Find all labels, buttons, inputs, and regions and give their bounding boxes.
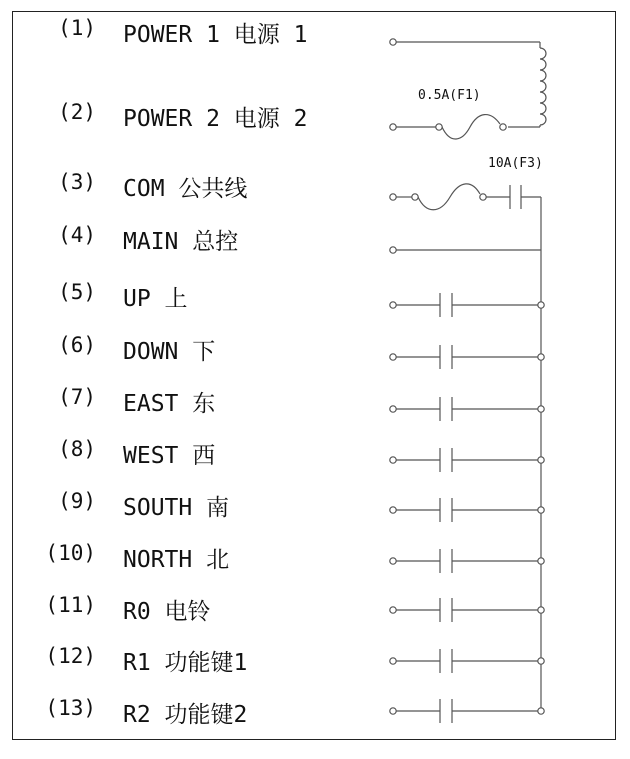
fuse-f1-label: 0.5A(F1) — [418, 88, 481, 103]
switch-contact-row — [390, 498, 544, 522]
switch-contact-row — [390, 448, 544, 472]
terminal-dot — [390, 302, 396, 308]
power2-wire — [390, 124, 442, 130]
terminal-label: POWER 2 电源 2 — [123, 106, 308, 132]
switch-contact-row — [390, 345, 544, 369]
bus-junction-dot — [538, 708, 544, 714]
terminal-dot — [390, 457, 396, 463]
switch-contact-row — [390, 397, 544, 421]
terminal-number: (11) — [45, 593, 96, 617]
terminal-dot — [390, 558, 396, 564]
terminal-number: (5) — [58, 280, 96, 304]
bus-junction-dot — [538, 658, 544, 664]
terminal-number: (4) — [58, 223, 96, 247]
terminal-label: R0 电铃 — [123, 599, 211, 625]
bus-junction-dot — [538, 558, 544, 564]
bus-junction-dot — [538, 457, 544, 463]
bus-junction-dot — [538, 302, 544, 308]
switch-contact-row — [390, 699, 544, 723]
terminal-dot — [390, 607, 396, 613]
terminal-number: (8) — [58, 437, 96, 461]
terminal-label: NORTH 北 — [123, 547, 230, 573]
terminal-number: (2) — [58, 100, 96, 124]
terminal-label: DOWN 下 — [123, 339, 216, 365]
terminal-label: EAST 东 — [123, 391, 216, 417]
switch-contact-row — [390, 293, 544, 317]
terminal-number: (13) — [45, 696, 96, 720]
terminal-label: R1 功能键1 — [123, 650, 248, 676]
bus-junction-dot — [538, 406, 544, 412]
transformer-coil-icon — [508, 48, 546, 127]
fuse-f3-label: 10A(F3) — [488, 156, 543, 171]
terminal-number: (9) — [58, 489, 96, 513]
terminal-label: WEST 西 — [123, 443, 216, 469]
terminal-dot — [390, 354, 396, 360]
terminal-number: (12) — [45, 644, 96, 668]
bus-junction-dot — [538, 507, 544, 513]
terminal-number: (1) — [58, 16, 96, 40]
bus-junction-dot — [538, 354, 544, 360]
fuse-f3-icon — [418, 184, 541, 210]
switch-contact-row — [390, 649, 544, 673]
fuse-f1-icon — [442, 115, 506, 139]
terminal-dot — [390, 507, 396, 513]
terminal-dot — [390, 708, 396, 714]
switch-contact-row — [390, 549, 544, 573]
terminal-label: COM 公共线 — [123, 176, 248, 202]
switch-contact-row — [390, 598, 544, 622]
terminal-label: SOUTH 南 — [123, 495, 230, 521]
terminal-dot — [390, 658, 396, 664]
terminal-number: (6) — [58, 333, 96, 357]
terminal-label: MAIN 总控 — [123, 229, 239, 255]
terminal-dot — [390, 406, 396, 412]
terminal-number: (3) — [58, 170, 96, 194]
terminal-label: POWER 1 电源 1 — [123, 22, 308, 48]
terminal-label: UP 上 — [123, 286, 188, 312]
terminal-label: R2 功能键2 — [123, 702, 248, 728]
power1-wire — [390, 39, 540, 48]
terminal-number: (7) — [58, 385, 96, 409]
bus-junction-dot — [538, 607, 544, 613]
terminal-number: (10) — [45, 541, 96, 565]
main-wire — [390, 247, 541, 253]
com-wire — [390, 194, 418, 200]
